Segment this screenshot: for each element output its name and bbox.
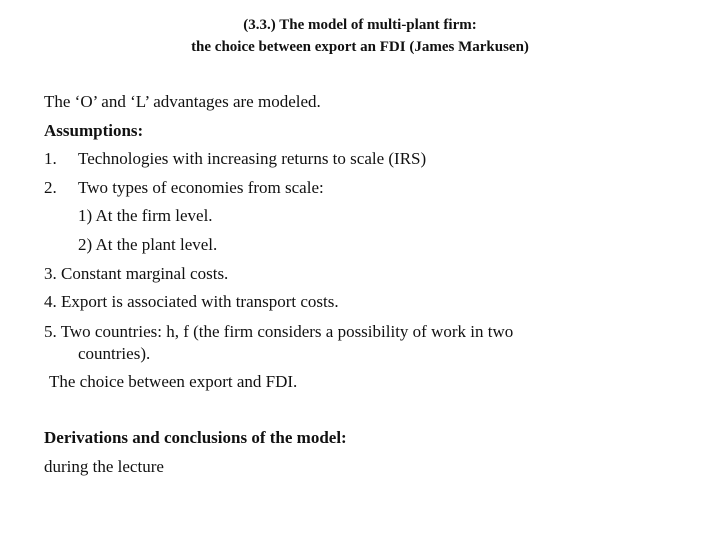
list-item-text: Technologies with increasing returns to scale (IRS) [78,149,427,169]
title-line-2: the choice between export an FDI (James Markusen) [191,39,529,55]
list-item [44,145,684,174]
list-item [44,174,684,203]
item-5 [44,317,684,368]
slide-title [0,14,720,58]
sub-item-plant-level: 2) At the plant level. [78,234,218,254]
derivations-heading: Derivations and conclusions of the model: [44,428,347,448]
list-item-number: 1. [44,149,57,169]
assumptions-heading: Assumptions: [44,120,144,140]
item-3: 3. Constant marginal costs. [44,263,229,283]
item-5-line-2: countries). [78,343,151,363]
item-4: 4. Export is associated with transport costs. [44,292,339,312]
title-line-1: (3.3.) The model of multi-plant firm: [243,17,477,33]
list-item-number: 2. [44,177,57,197]
choice-text: The choice between export and FDI. [49,371,298,391]
slide-body [44,88,684,482]
intro-text: The ‘O’ and ‘L’ advantages are modeled. [44,92,321,111]
spacer [44,396,684,424]
derivations-text: during the lecture [44,456,164,476]
item-5-line-1: 5. Two countries: h, f (the firm considers a possibility of work in two [44,321,514,341]
sub-item-firm-level: 1) At the firm level. [78,206,213,226]
list-item-text: Two types of economies from scale: [78,177,324,197]
